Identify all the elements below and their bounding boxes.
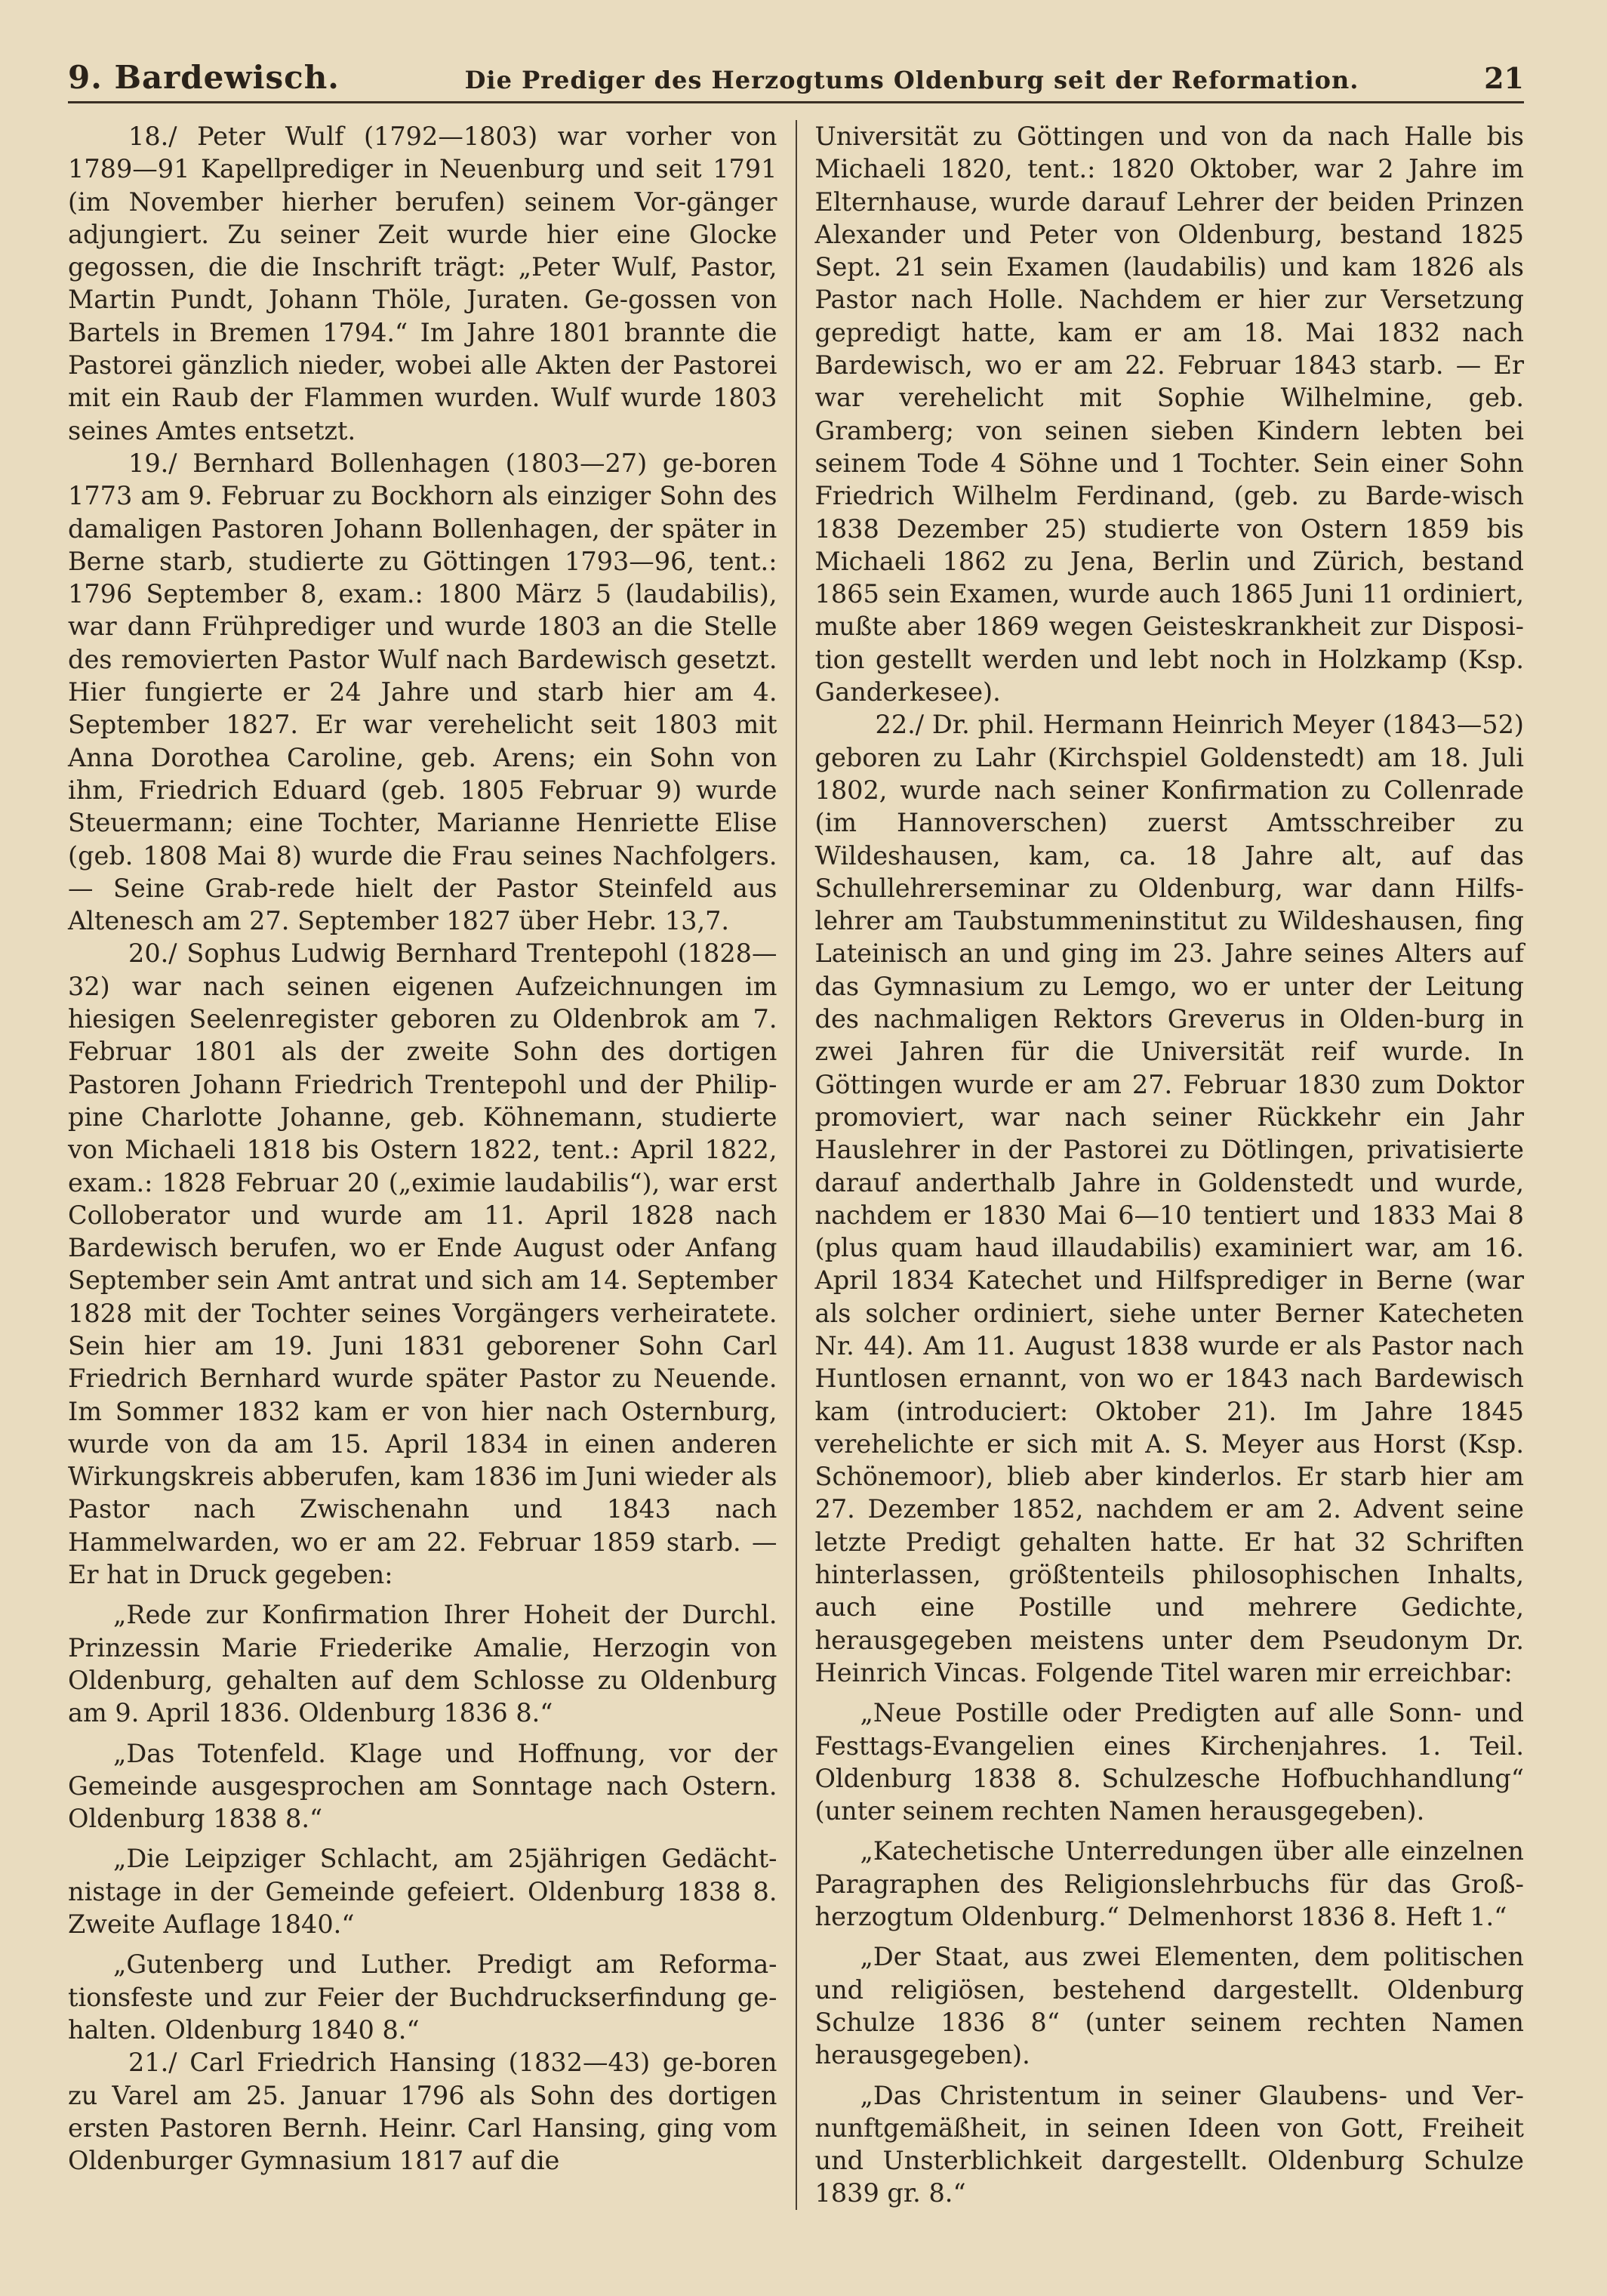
publication-quote: „Neue Postille oder Predigten auf alle Sonn- und Festtags-Evangelien eines Kirchenjahres. 1. Teil. Oldenburg 1838 8. Schulzesche Hofbuchhandlung“ (unter seinem rechten Namen herausgegeben).	[814, 1698, 1524, 1826]
publication-quote: „Rede zur Konfirmation Ihrer Hoheit der Durchl. Prinzessin Marie Friederike Amalie, Herzogin von Oldenburg, gehalten auf dem Schlosse zu Oldenburg am 9. April 1836. Oldenburg 1836 8.“	[68, 1600, 777, 1728]
entry-18: 18./ Peter Wulf (1792—1803) war vorher von 1789—91 Kapellprediger in Neuenburg und seit 1791 (im November hierher berufen) seinem Vor-gänger adjungiert. Zu seiner Zeit wurde hier eine Glocke gegossen, die die Inschrift trägt: „Peter Wulf, Pastor, Martin Pundt, Johann Thöle, Juraten. Ge-gossen von Bartels in Bremen 1794.“ Im Jahre 1801 brannte die Pastorei gänzlich nieder, wobei alle Akten der Pastorei mit ein Raub der Flammen wurden. Wulf wurde 1803 seines Amtes entsetzt.	[68, 122, 777, 445]
publication-quote: „Das Christentum in seiner Glaubens- und Ver-nunftgemäßheit, in seinen Ideen von Gott, Freiheit und Unsterblichkeit dargestellt. Oldenburg Schulze 1839 gr. 8.“	[814, 2080, 1524, 2208]
left-column	[68, 120, 796, 2210]
entry-21: 21./ Carl Friedrich Hansing (1832—43) ge-boren zu Varel am 25. Januar 1796 als Sohn des dortigen ersten Pastoren Bernh. Heinr. Carl Hansing, ging vom Oldenburger Gymnasium 1817 auf die	[68, 2048, 777, 2176]
publication-quote: „Die Leipziger Schlacht, am 25jährigen Gedächt-nistage in der Gemeinde gefeiert. Oldenburg 1838 8. Zweite Auflage 1840.“	[68, 1844, 777, 1940]
entry-20: 20./ Sophus Ludwig Bernhard Trentepohl (1828—32) war nach seinen eigenen Aufzeichnungen im hiesigen Seelenregister geboren zu Oldenbrok am 7. Februar 1801 als der zweite Sohn des dortigen Pastoren Johann Friedrich Trentepohl und der Philip-pine Charlotte Johanne, geb. Köhnemann, studierte von Michaeli 1818 bis Ostern 1822, tent.: April 1822, exam.: 1828 Februar 20 („eximie laudabilis“), war erst Colloberator und wurde am 11. April 1828 nach Bardewisch berufen, wo er Ende August oder Anfang September sein Amt antrat und sich am 14. September 1828 mit der Tochter seines Vorgängers verheiratete. Sein hier am 19. Juni 1831 geborener Sohn Carl Friedrich Bernhard wurde später Pastor zu Neuende. Im Sommer 1832 kam er von hier nach Osternburg, wurde von da am 15. April 1834 in einen anderen Wirkungskreis abberufen, kam 1836 im Juni wieder als Pastor nach Zwischenahn und 1843 nach Hammelwarden, wo er am 22. Februar 1859 starb. — Er hat in Druck gegeben:	[68, 938, 777, 1590]
entry-22: 22./ Dr. phil. Hermann Heinrich Meyer (1843—52) geboren zu Lahr (Kirchspiel Goldenstedt) am 18. Juli 1802, wurde nach seiner Konfirmation zu Collenrade (im Hannoverschen) zuerst Amtsschreiber zu Wildeshausen, kam, ca. 18 Jahre alt, auf das Schullehrerseminar zu Oldenburg, war dann Hilfs-lehrer am Taubstummeninstitut zu Wildeshausen, fing Lateinisch an und ging im 23. Jahre seines Alters auf das Gymnasium zu Lemgo, wo er unter der Leitung des nachmaligen Rektors Greverus in Olden-burg in zwei Jahren für die Universität reif wurde. In Göttingen wurde er am 27. Februar 1830 zum Doktor promoviert, war nach seiner Rückkehr ein Jahr Hauslehrer in der Pastorei zu Dötlingen, privatisierte darauf anderthalb Jahre in Goldenstedt und wurde, nachdem er 1830 Mai 6—10 tentiert und 1833 Mai 8 (plus quam haud illaudabilis) examiniert war, am 16. April 1834 Katechet und Hilfsprediger in Berne (war als solcher ordiniert, siehe unter Berner Katecheten Nr. 44). Am 11. August 1838 wurde er als Pastor nach Huntlosen ernannt, von wo er 1843 nach Bardewisch kam (introduciert: Oktober 21). Im Jahre 1845 verehelichte er sich mit A. S. Meyer aus Horst (Ksp. Schönemoor), blieb aber kinderlos. Er starb hier am 27. Dezember 1852, nachdem er am 2. Advent seine letzte Predigt gehalten hatte. Er hat 32 Schriften hinterlassen, größtenteils philosophischen Inhalts, auch eine Postille und mehrere Gedichte, herausgegeben meistens unter dem Pseudonym Dr. Heinrich Vincas. Folgende Titel waren mir erreichbar:	[814, 710, 1524, 1687]
entry-21-continued: Universität zu Göttingen und von da nach Halle bis Michaeli 1820, tent.: 1820 Oktober, war 2 Jahre im Elternhause, wurde darauf Lehrer der beiden Prinzen Alexander und Peter von Oldenburg, bestand 1825 Sept. 21 sein Examen (laudabilis) und kam 1826 als Pastor nach Holle. Nachdem er hier zur Versetzung gepredigt hatte, kam er am 18. Mai 1832 nach Bardewisch, wo er am 22. Februar 1843 starb. — Er war verehelicht mit Sophie Wilhelmine, geb. Gramberg; von seinen sieben Kindern lebten bei seinem Tode 4 Söhne und 1 Tochter. Sein einer Sohn Friedrich Wilhelm Ferdinand, (geb. zu Barde-wisch 1838 Dezember 25) studierte von Ostern 1859 bis Michaeli 1862 zu Jena, Berlin und Zürich, bestand 1865 sein Examen, wurde auch 1865 Juni 11 ordiniert, mußte aber 1869 wegen Geisteskrankheit zur Disposi-tion gestellt werden und lebt noch in Holzkamp (Ksp. Ganderkesee).	[814, 122, 1524, 707]
running-header	[68, 59, 1524, 103]
publication-quote: „Katechetische Unterredungen über alle einzelnen Paragraphen des Religionslehrbuchs für das Groß-herzogtum Oldenburg.“ Delmenhorst 1836 8. Heft 1.“	[814, 1836, 1524, 1932]
publication-quote: „Der Staat, aus zwei Elementen, dem politischen und religiösen, bestehend dargestellt. Oldenburg Schulze 1836 8“ (unter seinem rechten Namen herausgegeben).	[814, 1942, 1524, 2070]
publication-quote: „Das Totenfeld. Klage und Hoffnung, vor der Gemeinde ausgesprochen am Sonntage nach Ostern. Oldenburg 1838 8.“	[68, 1738, 777, 1834]
entry-19: 19./ Bernhard Bollenhagen (1803—27) ge-boren 1773 am 9. Februar zu Bockhorn als einziger Sohn des damaligen Pastoren Johann Bollenhagen, der später in Berne starb, studierte zu Göttingen 1793—96, tent.: 1796 September 8, exam.: 1800 März 5 (laudabilis), war dann Frühprediger und wurde 1803 an die Stelle des removierten Pastor Wulf nach Bardewisch gesetzt. Hier fungierte er 24 Jahre und starb hier am 4. September 1827. Er war verehelicht seit 1803 mit Anna Dorothea Caroline, geb. Arens; ein Sohn von ihm, Friedrich Eduard (geb. 1805 Februar 9) wurde Steuermann; eine Tochter, Marianne Henriette Elise (geb. 1808 Mai 8) wurde die Frau seines Nachfolgers. — Seine Grab-rede hielt der Pastor Steinfeld aus Altenesch am 27. September 1827 über Hebr. 13,7.	[68, 448, 777, 936]
right-column	[797, 120, 1525, 2210]
text-columns	[68, 120, 1524, 2210]
section-title: 9. Bardewisch.	[68, 59, 340, 96]
publication-quote: „Gutenberg und Luther. Predigt am Reforma-tionsfeste und zur Feier der Buchdruckserfindung ge-halten. Oldenburg 1840 8.“	[68, 1949, 777, 2045]
page-number: 21	[1484, 61, 1524, 95]
book-title: Die Prediger des Herzogtums Oldenburg seit der Reformation.	[464, 66, 1359, 94]
